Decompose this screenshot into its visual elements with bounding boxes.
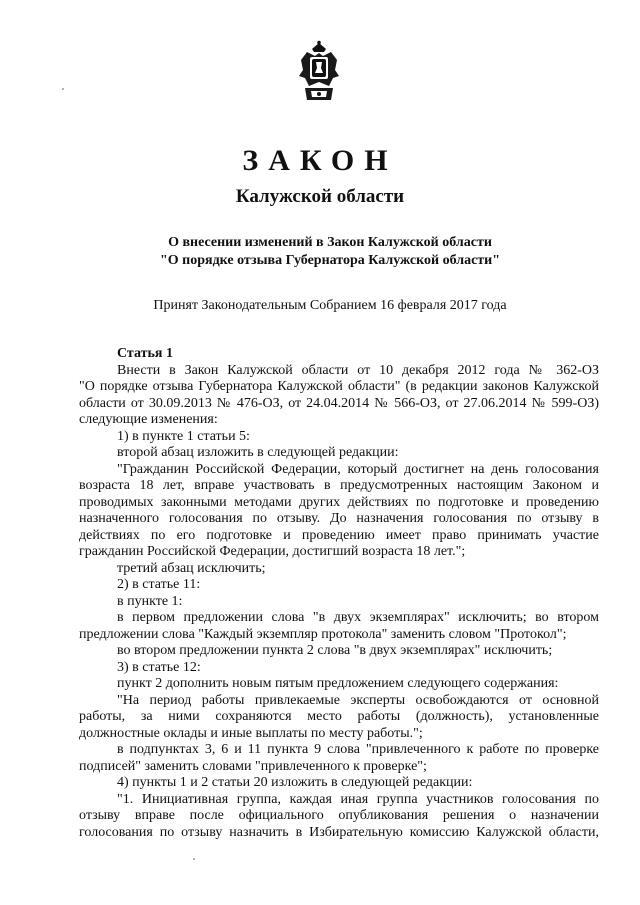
text-line: 2) в статье 11: — [117, 577, 201, 592]
text-line: действиях по его подготовке и проведению имеет право принимать участие — [79, 527, 599, 543]
article-body — [79, 346, 599, 841]
text-line: проводимых законными методами других действиях по подготовке и проведению — [79, 494, 599, 510]
document-title: ЗАКОН — [242, 144, 398, 177]
text-line: третий абзац исключить; — [117, 560, 266, 576]
text-line: во втором предложении пункта 2 слова "в двух экземплярах" исключить; — [117, 643, 553, 658]
text-line: подписей" заменить словами "привлеченного к проверке"; — [79, 758, 427, 774]
text-line: "На период работы привлекаемые эксперты освобождаются от основной — [117, 692, 599, 708]
text-line: пункт 2 дополнить новым пятым предложением следующего содержания: — [117, 676, 559, 691]
text-line: должностные оклады и иные выплаты по месту работы."; — [79, 725, 423, 741]
text-line: гражданин Российской Федерации, достигший возраста 18 лет."; — [79, 544, 466, 559]
law-title — [0, 234, 640, 270]
text-line: области от 30.09.2013 № 476-ОЗ, от 24.04.2014 № 566-ОЗ, от 27.06.2014 № 599-ОЗ) — [79, 395, 599, 411]
text-line: второй абзац изложить в следующей редакции: — [117, 445, 399, 460]
article-heading: Статья 1 — [117, 346, 173, 361]
text-line: работы, за ними сохраняются место работы (должность), установленные — [79, 709, 599, 724]
text-line: "О порядке отзыва Губернатора Калужской области" (в редакции законов Калужской — [79, 379, 599, 394]
law-title-line-1: О внесении изменений в Закон Калужской области — [168, 235, 492, 250]
adoption-date: Принят Законодательным Собранием 16 февраля 2017 года — [153, 298, 507, 313]
law-title-line-2: "О порядке отзыва Губернатора Калужской области" — [159, 253, 501, 268]
text-line: отзыву вправе после официального опубликования решения о назначении — [79, 808, 599, 823]
text-line: возраста 18 лет, вправе участвовать в предусмотренных настоящим Законом и — [79, 478, 599, 493]
region-subtitle: Калужской области — [235, 186, 405, 207]
text-line: "Гражданин Российской Федерации, который достигнет на день голосования — [117, 461, 599, 477]
text-line: в пункте 1: — [117, 593, 183, 609]
text-line: предложении слова "Каждый экземпляр протокола" заменить словом "Протокол"; — [79, 626, 567, 642]
text-line: 3) в статье 12: — [117, 659, 201, 675]
text-line: голосования по отзыву назначить в Избирательную комиссию Калужской области, — [79, 824, 599, 840]
text-line: 4) пункты 1 и 2 статьи 20 изложить в следующей редакции: — [117, 775, 473, 790]
scan-speck — [193, 858, 195, 860]
text-line: в первом предложении слова "в двух экземплярах" исключить; во втором — [117, 610, 599, 625]
text-line: в подпунктах 3, 6 и 11 пункта 9 слова "привлеченного к работе по проверке — [117, 742, 599, 757]
text-line: Внести в Закон Калужской области от 10 декабря 2012 года № 362-ОЗ — [117, 362, 599, 378]
text-line: следующие изменения: — [79, 412, 218, 427]
coat-of-arms-emblem — [295, 40, 343, 104]
text-line: назначенного голосования по отзыву. До назначения голосования по отзыву в — [79, 511, 599, 526]
scan-speck — [62, 88, 64, 90]
text-line: 1) в пункте 1 статьи 5: — [117, 428, 250, 444]
text-line: "1. Инициативная группа, каждая иная группа участников голосования по — [117, 791, 599, 807]
